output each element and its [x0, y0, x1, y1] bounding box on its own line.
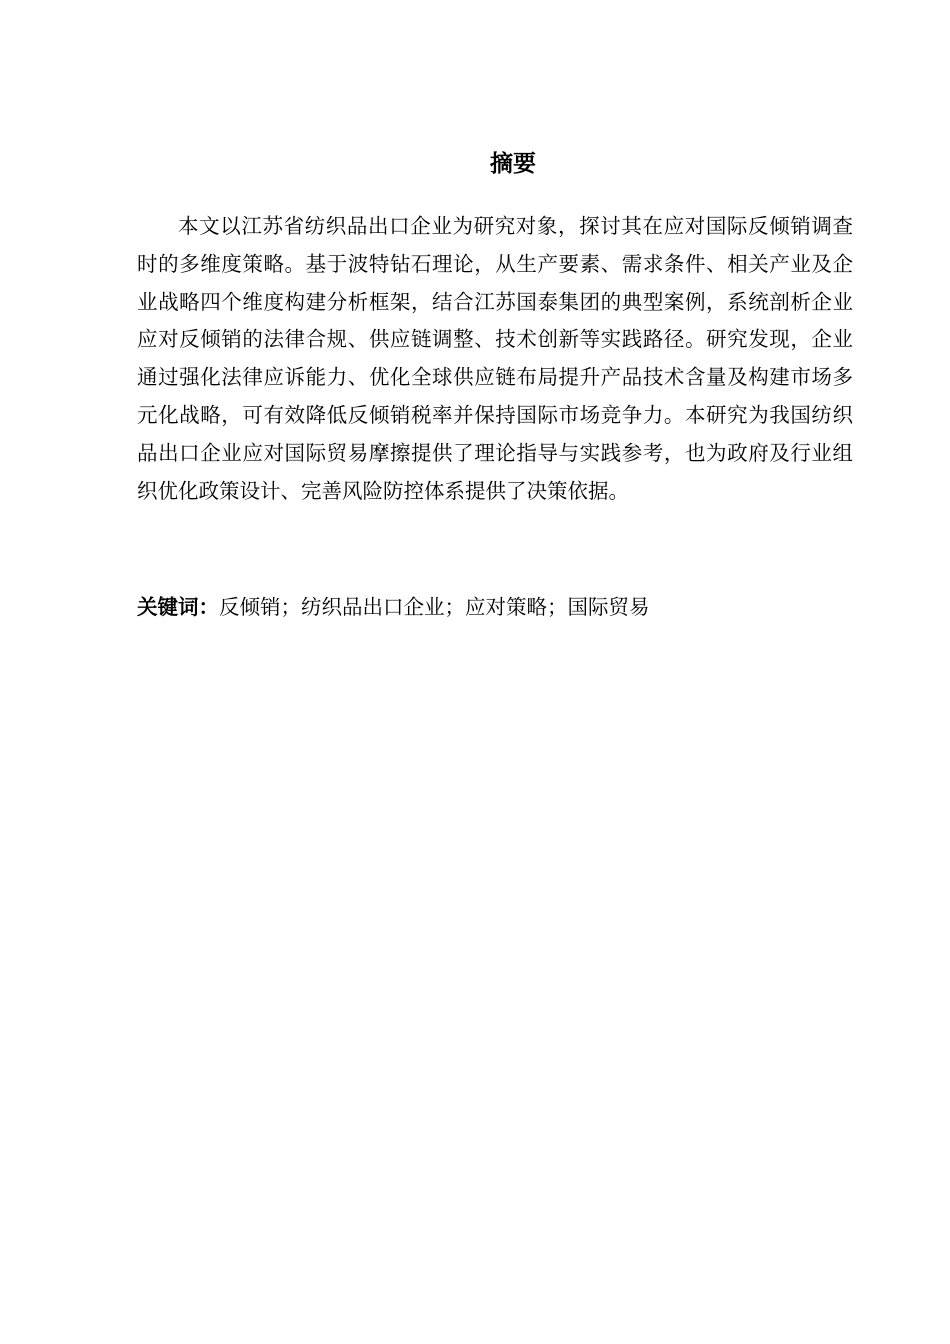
keywords-label: 关键词： — [137, 595, 219, 619]
keywords-line — [137, 589, 853, 626]
abstract-title: 摘要 — [490, 151, 536, 177]
keywords-text: 反倾销；纺织品出口企业；应对策略；国际贸易 — [219, 595, 650, 619]
abstract-paragraph: 本文以江苏省纺织品出口企业为研究对象，探讨其在应对国际反倾销调查时的多维度策略。基于波特钻石理论，从生产要素、需求条件、相关产业及企业战略四个维度构建分析框架，结合江苏国泰集团的典型案例，系统剖析企业应对反倾销的法律合规、供应链调整、技术创新等实践路径。研究发现，企业通过强化法律应诉能力、优化全球供应链布局提升产品技术含量及构建市场多元化战略，可有效降低反倾销税率并保持国际市场竞争力。本研究为我国纺织品出口企业应对国际贸易摩擦提供了理论指导与实践参考，也为政府及行业组织优化政策设计、完善风险防控体系提供了决策依据。 — [137, 214, 853, 503]
